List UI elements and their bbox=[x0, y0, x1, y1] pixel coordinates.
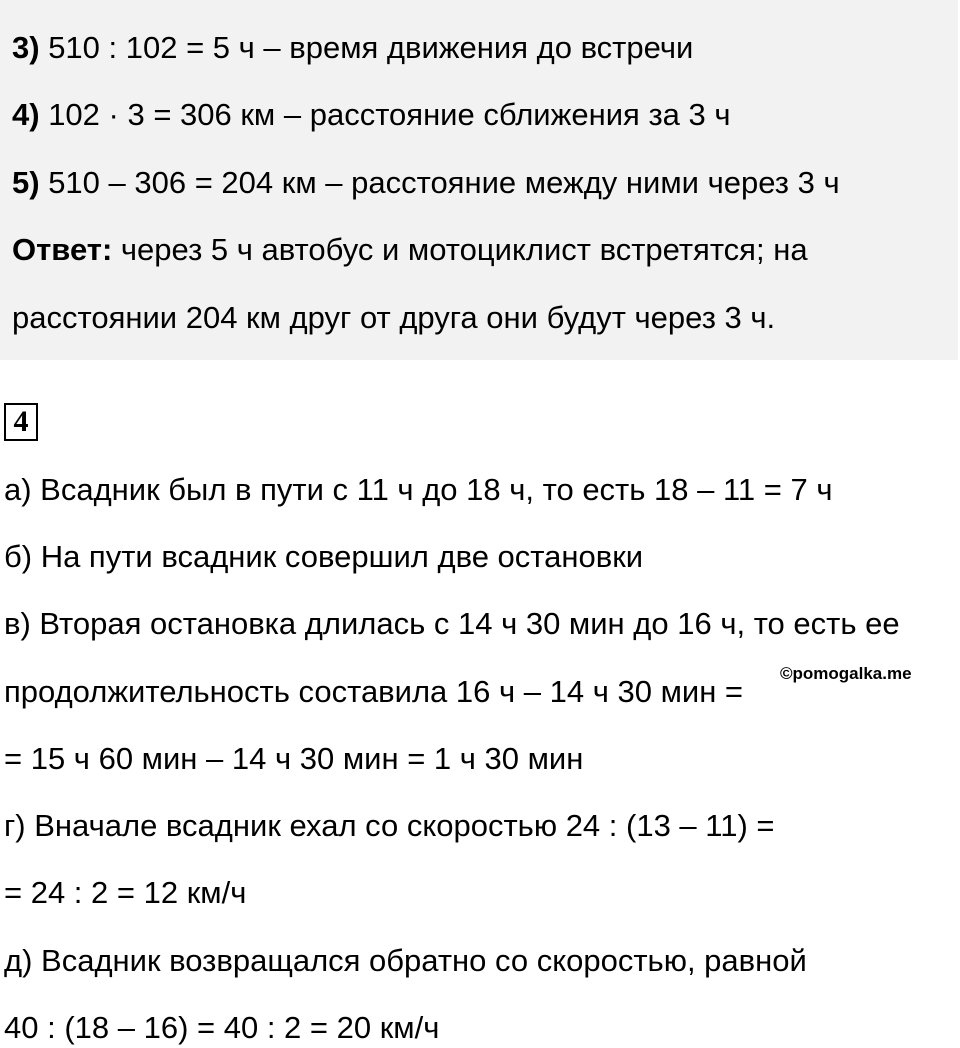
task-number-box: 4 bbox=[4, 403, 38, 441]
task-line-v-result: = 15 ч 60 мин – 14 ч 30 мин = 1 ч 30 мин bbox=[4, 741, 584, 776]
solution-step-3 bbox=[12, 28, 693, 68]
task-line-g: г) Вначале всадник ехал со скоростью 24 : (13 – 11) = bbox=[4, 808, 775, 843]
answer-line-1 bbox=[12, 230, 808, 270]
task-line-g-result: = 24 : 2 = 12 км/ч bbox=[4, 875, 247, 910]
step-number: 4) bbox=[12, 97, 40, 132]
task-line-v-cont: продолжительность составила 16 ч – 14 ч 30 мин = bbox=[4, 674, 744, 709]
step-number: 3) bbox=[12, 30, 40, 65]
task-line-v: в) Вторая остановка длилась с 14 ч 30 мин до 16 ч, то есть ее bbox=[4, 606, 900, 641]
step-text: 510 – 306 = 204 км – расстояние между ними через 3 ч bbox=[39, 165, 840, 200]
task-line-d: д) Всадник возвращался обратно со скоростью, равной bbox=[4, 943, 807, 978]
step-number: 5) bbox=[12, 165, 40, 200]
task-line-a: а) Всадник был в пути с 11 ч до 18 ч, то есть 18 – 11 = 7 ч bbox=[4, 472, 833, 507]
answer-label: Ответ: bbox=[12, 232, 113, 267]
step-text: 510 : 102 = 5 ч – время движения до встречи bbox=[39, 30, 694, 65]
task-line-d-result: 40 : (18 – 16) = 40 : 2 = 20 км/ч bbox=[4, 1010, 440, 1045]
step-text: 102 · 3 = 306 км – расстояние сближения за 3 ч bbox=[39, 97, 731, 132]
answer-line-2 bbox=[12, 298, 775, 338]
solution-box bbox=[0, 0, 958, 360]
task-line-b: б) На пути всадник совершил две остановки bbox=[4, 539, 644, 574]
solution-step-4 bbox=[12, 95, 731, 135]
answer-text: расстоянии 204 км друг от друга они будут через 3 ч. bbox=[12, 300, 776, 335]
solution-step-5 bbox=[12, 163, 840, 203]
watermark: ©pomogalka.me bbox=[780, 664, 912, 683]
answer-text: через 5 ч автобус и мотоциклист встретятся; на bbox=[112, 232, 808, 267]
